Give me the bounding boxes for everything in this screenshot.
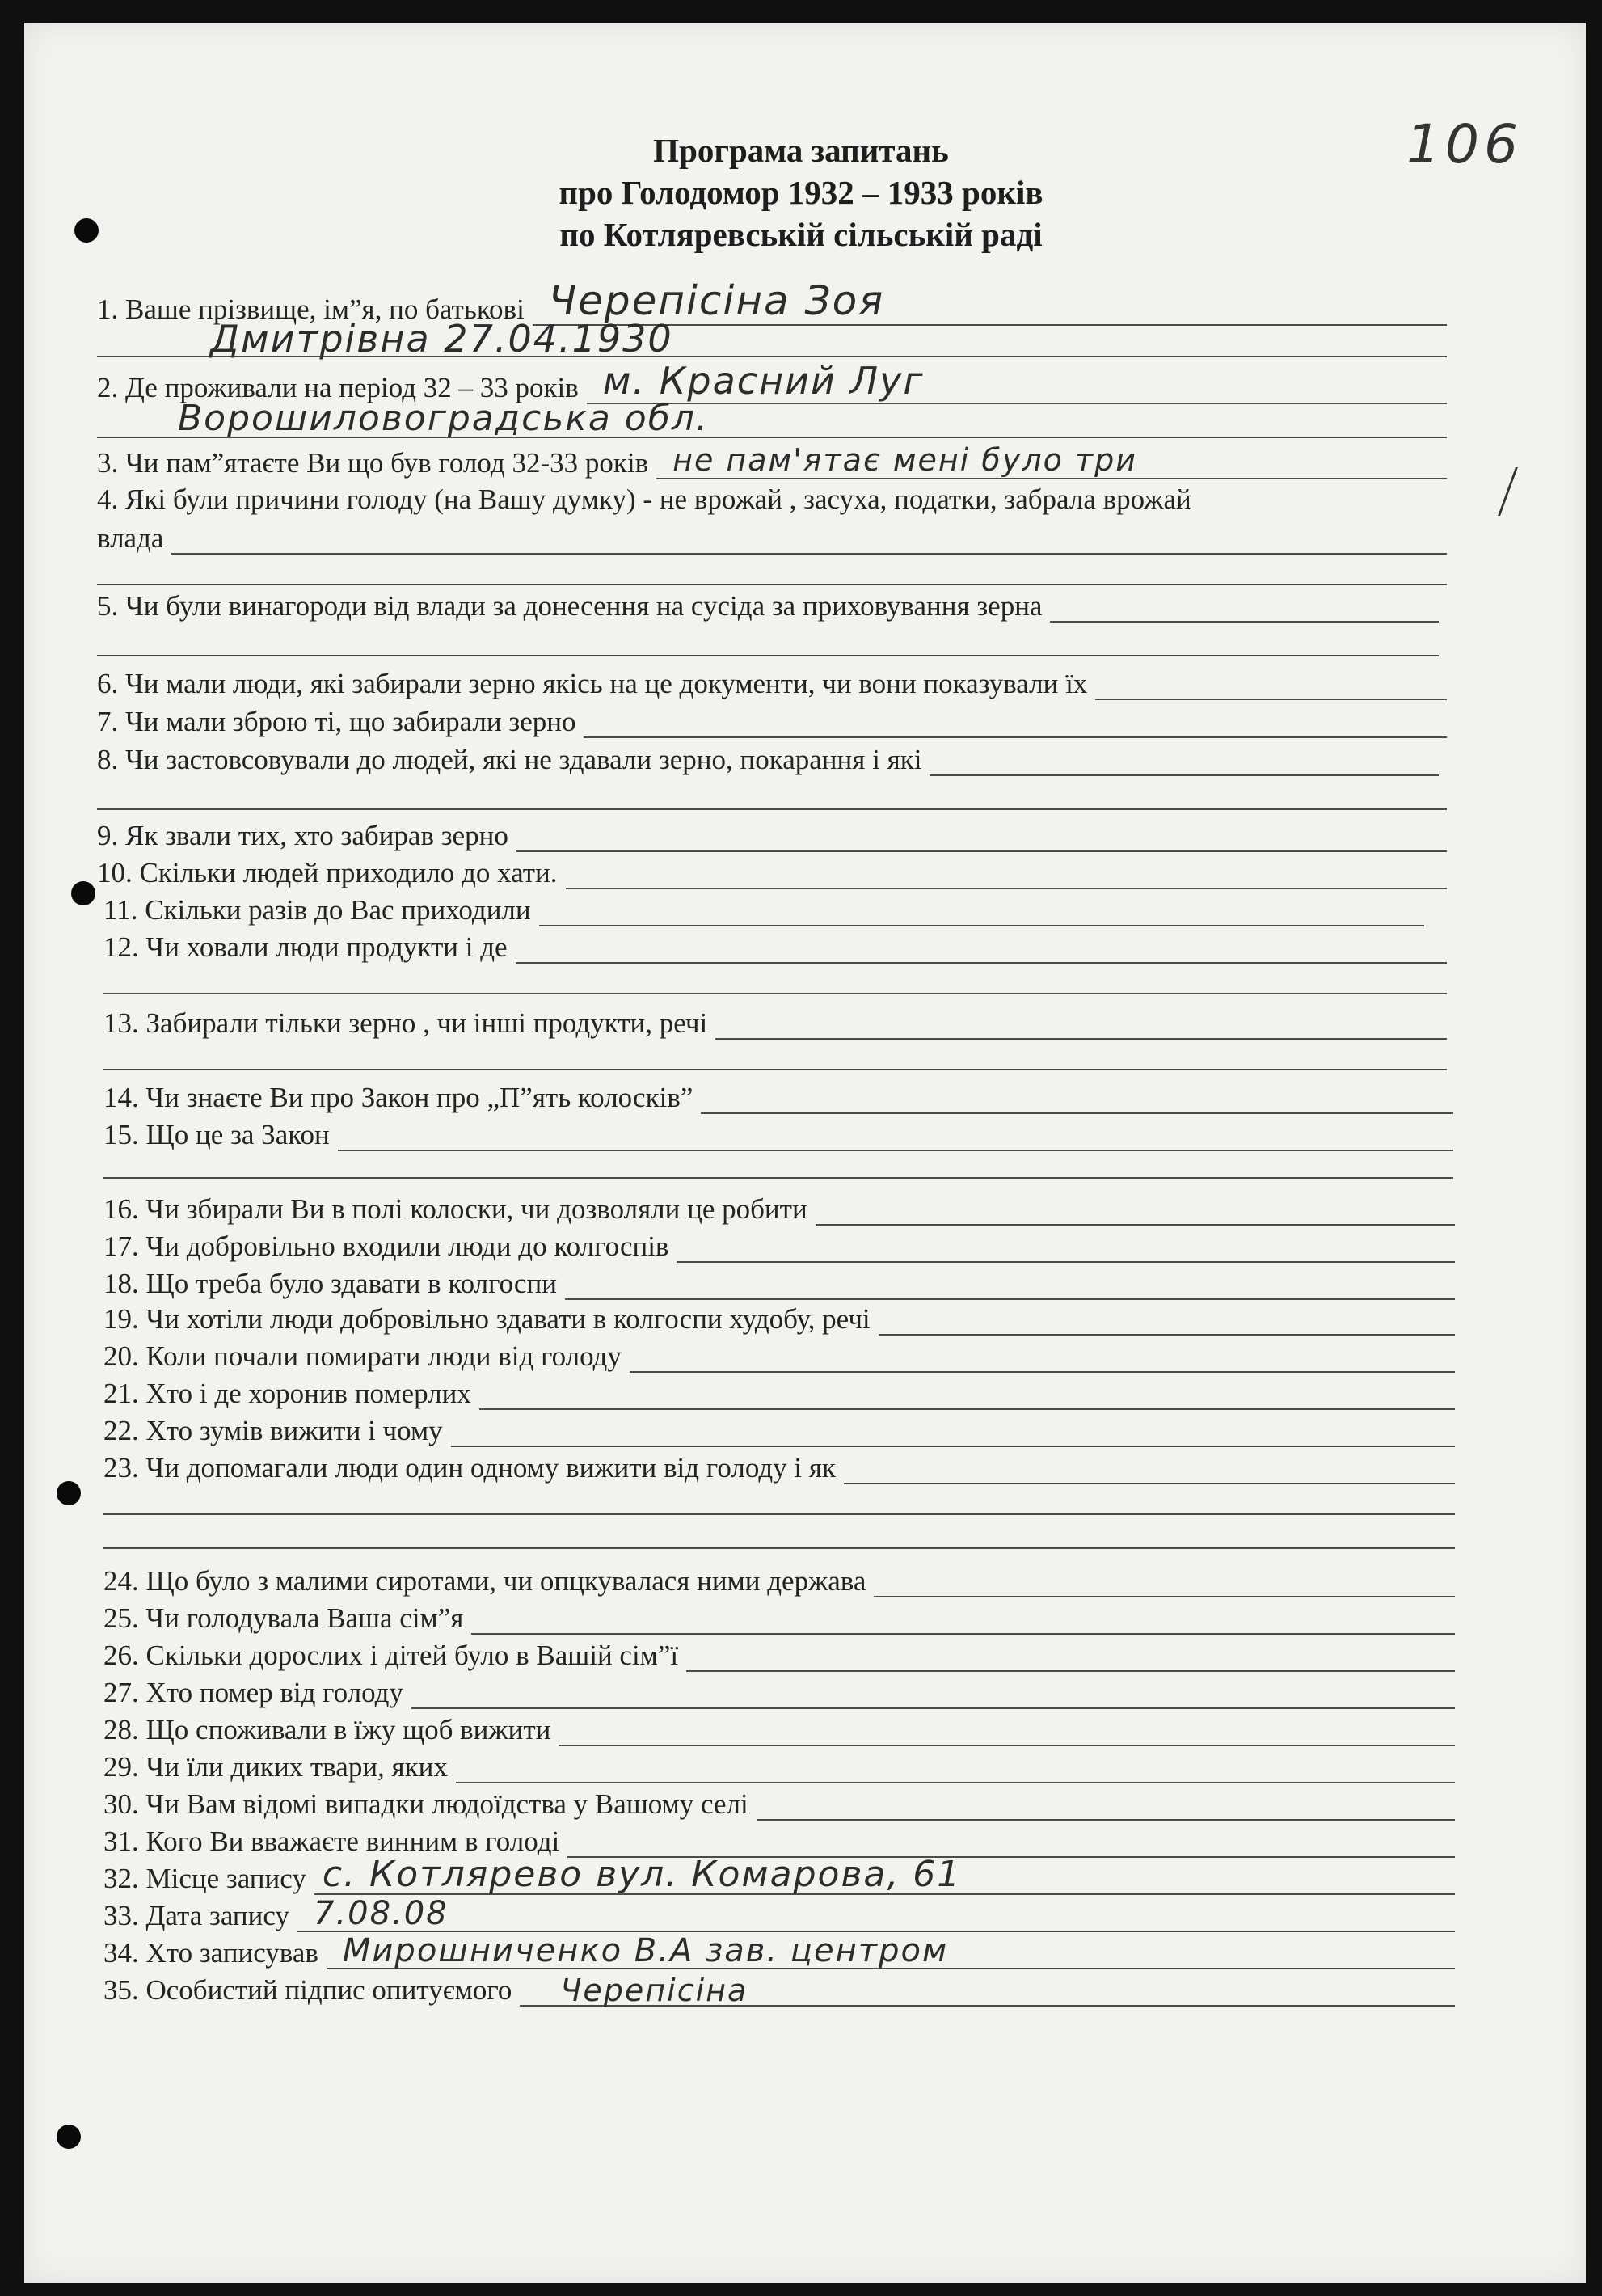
question-4-label: 4. Які були причини голоду (на Вашу думку) - не врожай , засуха, податки, забрала врожай: [97, 483, 1191, 515]
question-12: [103, 925, 1447, 964]
question-33-answer-line[interactable]: [297, 1895, 1455, 1932]
question-26-answer-line[interactable]: [686, 1635, 1455, 1672]
respondent-signature: Черепісіна: [560, 1973, 748, 2008]
question-33-label: 33. Дата запису: [103, 1900, 289, 1931]
question-8-answer-line-2[interactable]: [97, 808, 1447, 810]
question-18: [103, 1261, 1455, 1300]
question-23-answer-line[interactable]: [844, 1447, 1455, 1484]
question-15-answer-line[interactable]: [338, 1114, 1453, 1151]
question-20-label: 20. Коли почали помирати люди від голоду: [103, 1340, 622, 1372]
question-7: [97, 699, 1447, 738]
question-9: [97, 813, 1447, 852]
question-28-answer-line[interactable]: [559, 1709, 1455, 1746]
question-23-label: 23. Чи допомагали люди один одному вижити від голоду і як: [103, 1452, 836, 1484]
question-2-label: 2. Де проживали на період 32 – 33 років: [97, 372, 579, 403]
question-1-label: 1. Ваше прізвище, ім”я, по батькові: [97, 293, 525, 325]
question-24-answer-line[interactable]: [874, 1560, 1455, 1597]
question-11-label: 11. Скільки разів до Вас приходили: [103, 894, 531, 926]
punch-hole-3: [57, 1481, 81, 1505]
question-25-answer-line[interactable]: [471, 1597, 1455, 1635]
question-19: [103, 1297, 1455, 1336]
question-6-answer-line[interactable]: [1095, 663, 1447, 700]
question-11: [103, 888, 1424, 926]
question-3-answer-handwritten: не пам'ятає мені було три: [672, 442, 1137, 478]
question-34-answer-handwritten: Мирошниченко В.А зав. центром: [342, 1932, 949, 1969]
question-16: [103, 1187, 1455, 1226]
question-32-answer-line[interactable]: [314, 1854, 1455, 1895]
question-17-answer-line[interactable]: [677, 1226, 1455, 1263]
question-24-label: 24. Що було з малими сиротами, чи опцкувалася ними держава: [103, 1565, 866, 1597]
question-10-label: 10. Скільки людей приходило до хати.: [97, 857, 558, 888]
question-10-answer-line[interactable]: [566, 852, 1447, 889]
question-11-answer-line[interactable]: [539, 889, 1424, 926]
question-31-answer-line[interactable]: [567, 1821, 1455, 1858]
question-6: [97, 661, 1447, 700]
question-14-answer-line[interactable]: [701, 1077, 1453, 1114]
question-17-label: 17. Чи добровільно входили люди до колгоспів: [103, 1230, 669, 1262]
question-25-label: 25. Чи голодувала Ваша сім”я: [103, 1602, 464, 1634]
question-21-label: 21. Хто і де хоронив померлих: [103, 1378, 471, 1409]
question-5: [97, 584, 1439, 623]
question-22: [103, 1408, 1455, 1447]
question-9-label: 9. Як звали тих, хто забирав зерно: [97, 820, 508, 851]
question-28-label: 28. Що споживали в їжу щоб вижити: [103, 1714, 551, 1745]
question-5-label: 5. Чи були винагороди від влади за донесення на сусіда за приховування зерна: [97, 590, 1043, 622]
question-4-continuation-label: влада: [97, 522, 164, 554]
question-26: [103, 1633, 1455, 1672]
question-14-label: 14. Чи знаєте Ви про Закон про „П”ять колосків”: [103, 1082, 693, 1113]
question-15-answer-line-2[interactable]: [103, 1177, 1453, 1179]
question-5-answer-line-2[interactable]: [97, 655, 1439, 656]
question-27-label: 27. Хто помер від голоду: [103, 1677, 403, 1708]
question-30: [103, 1782, 1455, 1821]
question-32: [103, 1856, 1455, 1895]
question-22-label: 22. Хто зумів вижити і чому: [103, 1415, 443, 1446]
question-12-answer-line[interactable]: [516, 926, 1447, 964]
question-4-answer-line[interactable]: [171, 517, 1447, 555]
question-12-answer-line-2[interactable]: [103, 993, 1447, 994]
question-17: [103, 1224, 1455, 1263]
question-29-label: 29. Чи їли диких твари, яких: [103, 1751, 448, 1783]
question-31: [103, 1819, 1455, 1858]
question-24: [103, 1559, 1455, 1597]
question-35-label: 35. Особистий підпис опитуємого: [103, 1974, 512, 2006]
question-12-label: 12. Чи ховали люди продукти і де: [103, 931, 508, 963]
question-35: [103, 1968, 1455, 2007]
question-18-answer-line[interactable]: [565, 1263, 1455, 1300]
question-27: [103, 1670, 1455, 1709]
question-30-answer-line[interactable]: [757, 1783, 1455, 1821]
question-33: [103, 1893, 1455, 1932]
form-title-line-1: Програма запитань: [653, 132, 949, 169]
question-34: [103, 1931, 1455, 1969]
question-32-answer-handwritten: с. Котлярево вул. Комарова, 61: [322, 1854, 962, 1895]
question-2-answer-handwritten-2: Ворошиловоградська обл.: [178, 398, 709, 439]
question-23-answer-line-2[interactable]: [103, 1513, 1455, 1515]
question-4: [97, 477, 1455, 516]
question-7-answer-line[interactable]: [584, 701, 1447, 738]
question-14: [103, 1075, 1453, 1114]
question-10: [97, 850, 1447, 889]
question-15: [103, 1112, 1453, 1151]
handwritten-page-number: 106: [1406, 113, 1523, 175]
question-16-answer-line[interactable]: [816, 1188, 1455, 1226]
question-19-label: 19. Чи хотіли люди добровільно здавати в колгоспи худобу, речі: [103, 1303, 871, 1335]
question-8-label: 8. Чи застовсовували до людей, які не здавали зерно, покарання і які: [97, 744, 922, 775]
question-35-answer-line[interactable]: [520, 1969, 1455, 2007]
question-16-label: 16. Чи збирали Ви в полі колоски, чи дозволяли це робити: [103, 1193, 807, 1225]
question-3: [97, 441, 1447, 479]
question-9-answer-line[interactable]: [516, 815, 1447, 852]
question-22-answer-line[interactable]: [451, 1410, 1455, 1447]
question-30-label: 30. Чи Вам відомі випадки людоїдства у Вашому селі: [103, 1788, 748, 1820]
form-title-line-2: про Голодомор 1932 – 1933 років: [559, 174, 1043, 211]
question-20-answer-line[interactable]: [630, 1336, 1455, 1373]
question-33-answer-handwritten: 7.08.08: [313, 1895, 449, 1932]
question-2-answer-handwritten: м. Красний Луг: [602, 359, 925, 403]
question-20: [103, 1334, 1455, 1373]
question-23-answer-line-3[interactable]: [103, 1547, 1455, 1549]
question-27-answer-line[interactable]: [411, 1672, 1455, 1709]
question-15-label: 15. Що це за Закон: [103, 1119, 330, 1150]
question-23: [103, 1446, 1455, 1484]
question-13: [103, 1001, 1447, 1040]
question-26-label: 26. Скільки дорослих і дітей було в Вашій сім”ї: [103, 1640, 679, 1671]
question-34-label: 34. Хто записував: [103, 1937, 318, 1969]
question-7-label: 7. Чи мали зброю ті, що забирали зерно: [97, 706, 576, 737]
question-13-label: 13. Забирали тільки зерно , чи інші продукти, речі: [103, 1007, 708, 1039]
question-13-answer-line-2[interactable]: [103, 1069, 1447, 1070]
question-21: [103, 1371, 1455, 1410]
question-32-label: 32. Місце запису: [103, 1863, 306, 1894]
form-title-line-3: по Котляревській сільській раді: [559, 216, 1043, 253]
punch-hole-2: [71, 881, 95, 905]
punch-hole-4: [57, 2125, 81, 2149]
question-1-answer-handwritten: Черепісіна Зоя: [548, 277, 885, 324]
question-2-answer-line[interactable]: [587, 359, 1447, 404]
question-31-label: 31. Кого Ви вважаєте винним в голоді: [103, 1825, 560, 1857]
question-8: [97, 737, 1439, 776]
question-21-answer-line[interactable]: [479, 1373, 1455, 1410]
question-29-answer-line[interactable]: [456, 1746, 1455, 1783]
question-3-label: 3. Чи пам”ятаєте Ви що був голод 32-33 років: [97, 447, 649, 479]
question-25: [103, 1596, 1455, 1635]
question-13-answer-line[interactable]: [715, 1002, 1447, 1040]
question-1-answer-handwritten-2: Дмитрівна 27.04.1930: [210, 317, 673, 361]
question-6-label: 6. Чи мали люди, які забирали зерно якісь на це документи, чи вони показували їх: [97, 668, 1088, 699]
question-4-continuation: [97, 516, 1447, 555]
question-18-label: 18. Що треба було здавати в колгоспи: [103, 1268, 557, 1299]
question-28: [103, 1707, 1455, 1746]
question-34-answer-line[interactable]: [327, 1932, 1455, 1969]
question-29: [103, 1745, 1455, 1783]
question-5-answer-line[interactable]: [1050, 585, 1439, 623]
question-8-answer-line[interactable]: [930, 739, 1439, 776]
question-19-answer-line[interactable]: [879, 1298, 1455, 1336]
question-3-answer-line[interactable]: [656, 442, 1447, 479]
